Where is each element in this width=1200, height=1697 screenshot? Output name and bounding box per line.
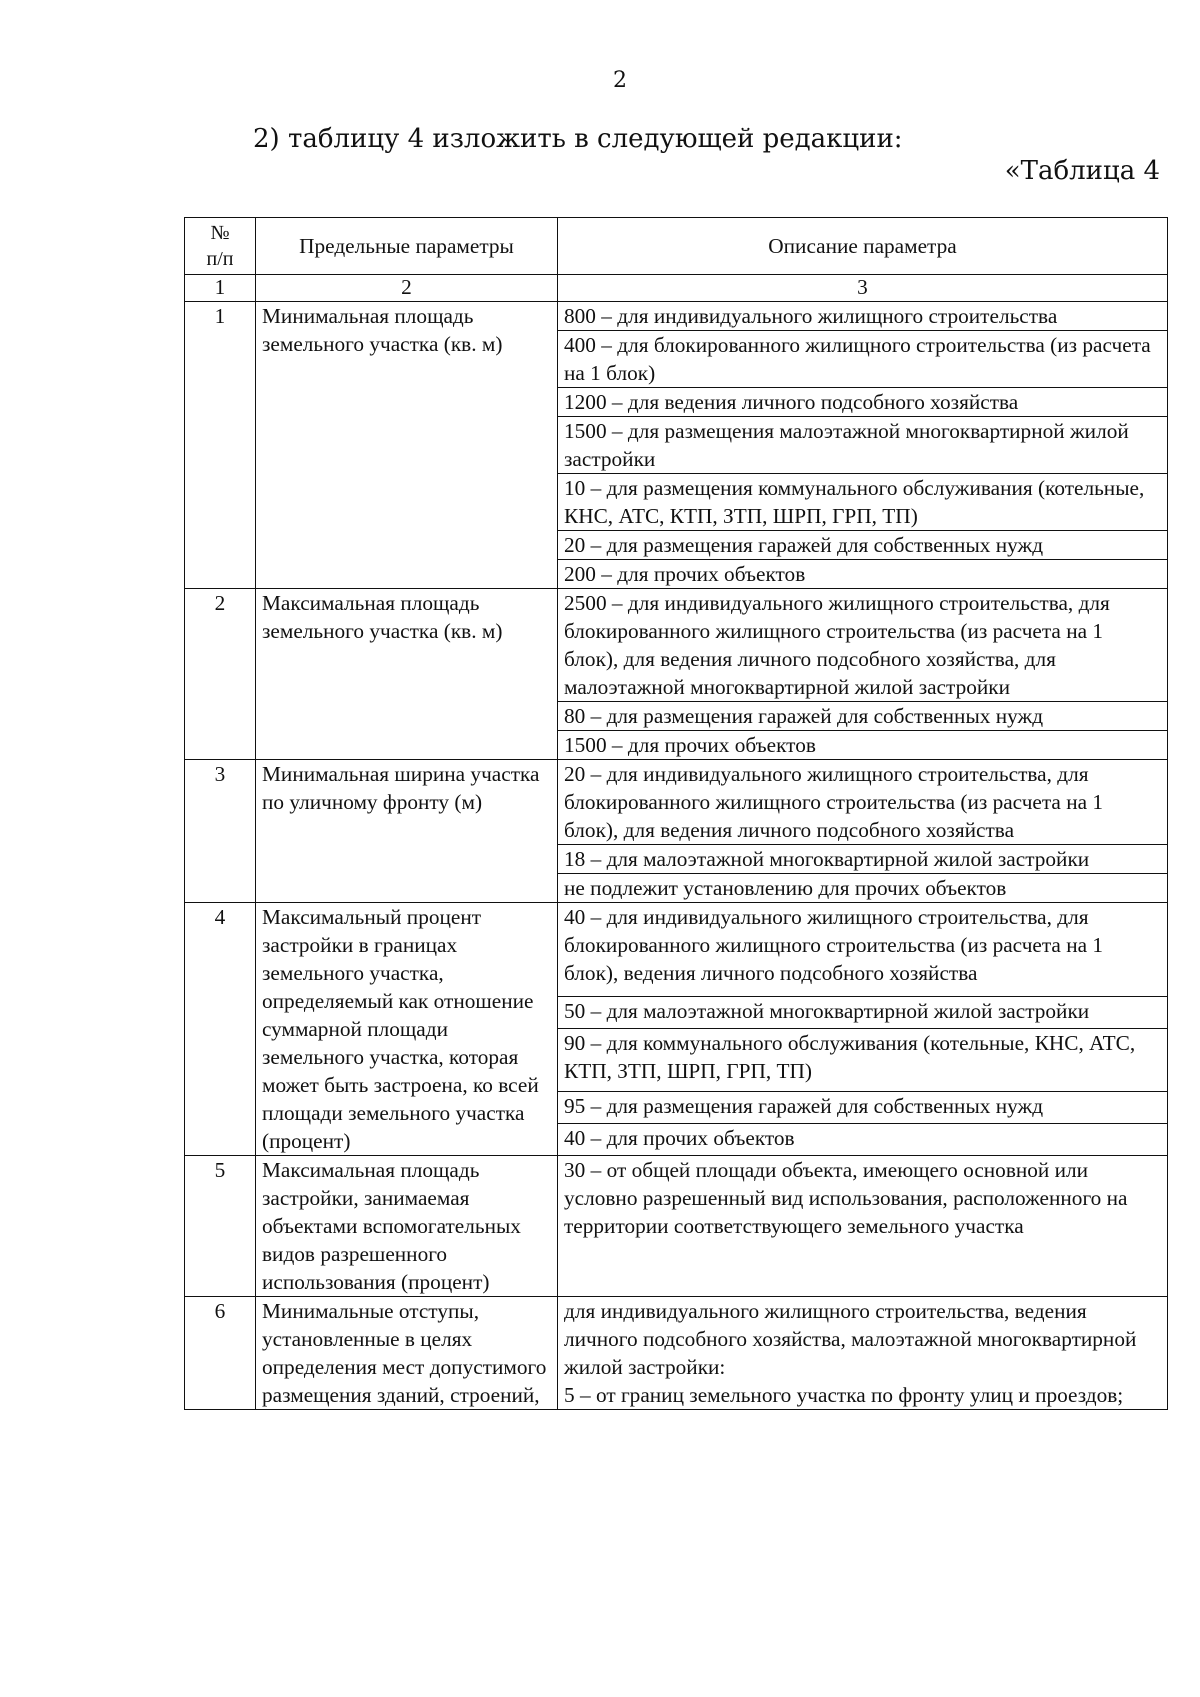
row-number: 3: [185, 760, 256, 903]
parameter-description: 20 – для индивидуального жилищного строительства, для блокированного жилищного строительства (из расчета на 1 блок), для ведения личного подсобного хозяйства: [558, 760, 1168, 845]
parameter-description: для индивидуального жилищного строительства, ведения личного подсобного хозяйства, малоэтажной многоквартирной жилой застройки: 5 – от границ земельного участка по фронту улиц и проездов;: [558, 1297, 1168, 1410]
parameter-description: 200 – для прочих объектов: [558, 560, 1168, 589]
parameter-description: 18 – для малоэтажной многоквартирной жилой застройки: [558, 845, 1168, 874]
parameter-description: 95 – для размещения гаражей для собственных нужд: [558, 1091, 1168, 1123]
parameter-name: Максимальная площадь земельного участка (кв. м): [256, 589, 558, 760]
parameter-description: 1500 – для размещения малоэтажной многоквартирной жилой застройки: [558, 417, 1168, 474]
row-number: 2: [185, 589, 256, 760]
header-param: Предельные параметры: [256, 218, 558, 275]
header-num-line2: п/п: [206, 248, 234, 270]
page-number: 2: [613, 68, 627, 93]
table-caption: «Таблица 4: [1004, 156, 1160, 186]
parameter-name: Максимальная площадь застройки, занимаемая объектами вспомогательных видов разрешенного использования (процент): [256, 1156, 558, 1297]
parameter-description: не подлежит установлению для прочих объектов: [558, 874, 1168, 903]
parameter-description: 400 – для блокированного жилищного строительства (из расчета на 1 блок): [558, 331, 1168, 388]
row-number: 5: [185, 1156, 256, 1297]
parameter-name: Минимальная площадь земельного участка (кв. м): [256, 302, 558, 589]
column-index: 3: [558, 275, 1168, 302]
parameter-description: 2500 – для индивидуального жилищного строительства, для блокированного жилищного строительства (из расчета на 1 блок), для ведения личного подсобного хозяйства, для малоэтажной многоквартирной жилой застройки: [558, 589, 1168, 702]
table-row: [185, 589, 1168, 702]
parameter-description: 20 – для размещения гаражей для собственных нужд: [558, 531, 1168, 560]
header-num: [185, 218, 256, 275]
parameter-description: 80 – для размещения гаражей для собственных нужд: [558, 702, 1168, 731]
parameter-description: 40 – для прочих объектов: [558, 1123, 1168, 1155]
column-index: 2: [256, 275, 558, 302]
table-row: [185, 1297, 1168, 1410]
row-number: 4: [185, 903, 256, 1156]
table-row: [185, 903, 1168, 997]
parameters-table: [184, 217, 1168, 1410]
parameter-description: 800 – для индивидуального жилищного строительства: [558, 302, 1168, 331]
header-desc: Описание параметра: [558, 218, 1168, 275]
parameter-description: 50 – для малоэтажной многоквартирной жилой застройки: [558, 996, 1168, 1028]
column-index: 1: [185, 275, 256, 302]
intro-text: 2) таблицу 4 изложить в следующей редакции:: [253, 124, 903, 154]
row-number: 1: [185, 302, 256, 589]
parameter-description: 30 – от общей площади объекта, имеющего основной или условно разрешенный вид использования, расположенного на территории соответствующего земельного участка: [558, 1156, 1168, 1297]
row-number: 6: [185, 1297, 256, 1410]
header-num-line1: №: [210, 222, 230, 244]
table-row: [185, 760, 1168, 845]
parameter-description: 10 – для размещения коммунального обслуживания (котельные, КНС, АТС, КТП, ЗТП, ШРП, ГРП, ТП): [558, 474, 1168, 531]
column-index-row: [185, 275, 1168, 302]
parameter-description: 1500 – для прочих объектов: [558, 731, 1168, 760]
parameter-name: Максимальный процент застройки в границах земельного участка, определяемый как отношение суммарной площади земельного участка, которая может быть застроена, ко всей площади земельного участка (процент): [256, 903, 558, 1156]
parameter-description: 1200 – для ведения личного подсобного хозяйства: [558, 388, 1168, 417]
parameter-name: Минимальные отступы, установленные в целях определения мест допустимого размещения зданий, строений,: [256, 1297, 558, 1410]
parameter-description: 40 – для индивидуального жилищного строительства, для блокированного жилищного строительства (из расчета на 1 блок), ведения личного подсобного хозяйства: [558, 903, 1168, 997]
table-row: [185, 1156, 1168, 1297]
parameter-description: 90 – для коммунального обслуживания (котельные, КНС, АТС, КТП, ЗТП, ШРП, ГРП, ТП): [558, 1028, 1168, 1091]
table-header-row: [185, 218, 1168, 275]
parameter-name: Минимальная ширина участка по уличному фронту (м): [256, 760, 558, 903]
table-row: [185, 302, 1168, 331]
